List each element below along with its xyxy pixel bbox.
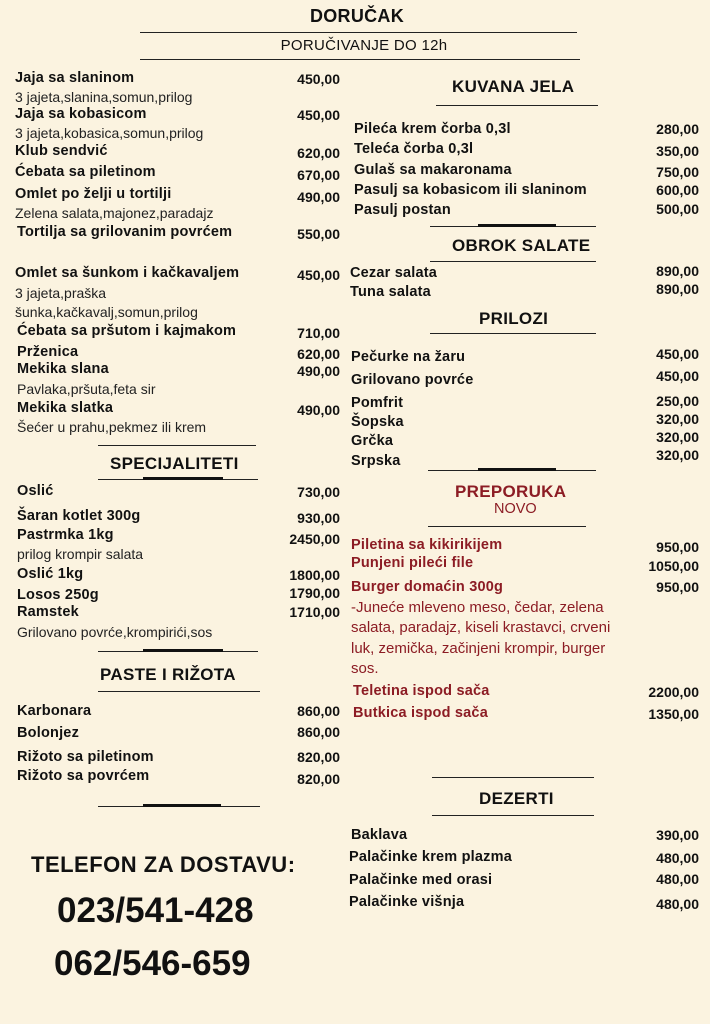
menu-item-name: Ramstek [17,604,79,620]
section-title-sides: PRILOZI [479,309,549,328]
menu-item-name: Šopska [351,414,404,430]
menu-item-name: Bolonjez [17,725,80,741]
menu-item-price: 1710,00 [289,604,340,620]
divider [436,105,598,106]
menu-item-name: Burger domaćin 300g [351,579,504,595]
menu-item-price: 450,00 [656,368,699,384]
menu-item-name: Ćebata sa pršutom i kajmakom [17,323,237,339]
menu-item-desc: šunka,kačkavalj,somun,prilog [15,304,198,320]
menu-item-price: 480,00 [656,896,699,912]
menu-item-price: 710,00 [297,325,340,341]
menu-item-price: 480,00 [656,850,699,866]
menu-item-desc: Šećer u prahu,pekmez ili krem [17,419,207,435]
menu-item-price: 1050,00 [648,558,699,574]
menu-item-price: 620,00 [297,145,340,161]
menu-item-price: 890,00 [656,281,699,297]
menu-item-name: Cezar salata [350,265,438,281]
menu-item-name: Tortilja sa grilovanim povrćem [17,224,233,240]
menu-item-price: 1350,00 [648,706,699,722]
menu-item-name: Pasulj sa kobasicom ili slaninom [354,182,587,198]
menu-item-price: 250,00 [656,393,699,409]
menu-item-name: Palačinke višnja [349,894,465,910]
menu-item-price: 320,00 [656,411,699,427]
menu-item-price: 450,00 [297,107,340,123]
phone-number-2: 062/546-659 [54,944,251,983]
menu-item-name: Oslić [17,483,54,499]
menu-item-name: Pileća krem čorba 0,3l [354,121,511,137]
menu-item-price: 860,00 [297,703,340,719]
menu-item-name: Piletina sa kikirikijem [351,537,503,553]
menu-item-desc: 3 jajeta,slanina,somun,prilog [15,89,193,105]
menu-item-name: Teletina ispod sača [353,683,490,699]
menu-item-desc: salata, paradajz, kiseli krastavci, crveni [351,619,611,636]
order-until-label: PORUČIVANJE DO 12h [280,37,448,54]
menu-item-name: Ćebata sa piletinom [15,164,156,180]
divider [430,226,596,227]
menu-item-name: Srpska [351,453,401,469]
divider [98,691,260,692]
menu-item-name: Grčka [351,433,394,449]
menu-item-name: Rižoto sa povrćem [17,768,150,784]
menu-item-name: Losos 250g [17,587,99,603]
menu-item-price: 490,00 [297,402,340,418]
menu-item-price: 490,00 [297,189,340,205]
divider [98,806,260,807]
menu-item-name: Rižoto sa piletinom [17,749,154,765]
menu-item-price: 950,00 [656,539,699,555]
menu-item-price: 950,00 [656,579,699,595]
divider [430,261,596,262]
menu-item-price: 890,00 [656,263,699,279]
menu-item-name: Butkica ispod sača [353,705,488,721]
menu-item-price: 450,00 [297,267,340,283]
divider [98,479,258,480]
divider [140,32,577,33]
menu-item-price: 750,00 [656,164,699,180]
menu-item-price: 2450,00 [289,531,340,547]
menu-item-desc: luk, zemička, začinjeni krompir, burger [351,640,606,657]
menu-item-price: 450,00 [656,346,699,362]
menu-item-price: 1790,00 [289,585,340,601]
menu-item-name: Klub sendvić [15,143,108,159]
menu-item-name: Palačinke med orasi [349,872,493,888]
menu-item-name: Šaran kotlet 300g [17,508,141,524]
menu-item-price: 600,00 [656,182,699,198]
menu-item-price: 450,00 [297,71,340,87]
menu-item-price: 480,00 [656,871,699,887]
menu-item-desc: -Juneće mleveno meso, čedar, zelena [351,599,604,616]
divider [140,59,580,60]
menu-item-name: Mekika slatka [17,400,114,416]
divider [428,470,596,471]
menu-item-name: Teleća čorba 0,3l [354,141,474,157]
menu-item-name: Pečurke na žaru [351,349,466,365]
menu-item-name: Baklava [351,827,408,843]
menu-item-name: Grilovano povrće [351,372,474,388]
menu-item-name: Karbonara [17,703,92,719]
menu-item-price: 860,00 [297,724,340,740]
menu-item-price: 1800,00 [289,567,340,583]
menu-item-name: Pastrmka 1kg [17,527,114,543]
menu-item-price: 350,00 [656,143,699,159]
menu-item-desc: Pavlaka,pršuta,feta sir [17,381,156,397]
section-title-recommend: PREPORUKA [455,482,567,501]
menu-item-price: 620,00 [297,346,340,362]
menu-item-name: Palačinke krem plazma [349,849,512,865]
section-title-pasta: PASTE I RIŽOTA [100,665,236,684]
menu-item-name: Jaja sa kobasicom [15,106,147,122]
divider [432,777,594,778]
delivery-label: TELEFON ZA DOSTAVU: [31,852,296,877]
menu-item-name: Gulaš sa makaronama [354,162,512,178]
menu-item-price: 930,00 [297,510,340,526]
menu-item-desc: Zelena salata,majonez,paradajz [15,205,214,221]
section-title-specialties: SPECIJALITETI [110,454,239,473]
menu-item-name: Mekika slana [17,361,109,377]
menu-item-desc: Grilovano povrće,krompirići,sos [17,624,213,640]
page-title: DORUČAK [309,6,405,26]
menu-item-name: Pasulj postan [354,202,451,218]
menu-item-name: Punjeni pileći file [351,555,474,571]
menu-item-price: 670,00 [297,167,340,183]
menu-item-price: 320,00 [656,447,699,463]
menu-item-name: Prženica [17,344,79,360]
menu-item-price: 390,00 [656,827,699,843]
menu-item-price: 280,00 [656,121,699,137]
section-title-desserts: DEZERTI [479,789,554,808]
section-title-salads: OBROK SALATE [452,236,591,255]
menu-item-name: Omlet sa šunkom i kačkavaljem [15,265,240,281]
menu-item-price: 500,00 [656,201,699,217]
divider [98,651,258,652]
phone-number-1: 023/541-428 [57,891,254,930]
menu-item-name: Oslić 1kg [17,566,84,582]
menu-item-price: 2200,00 [648,684,699,700]
new-label: NOVO [494,501,537,517]
menu-item-price: 820,00 [297,771,340,787]
menu-item-price: 820,00 [297,749,340,765]
section-title-cooked: KUVANA JELA [452,77,575,96]
menu-item-name: Pomfrit [351,395,404,411]
menu-item-price: 490,00 [297,363,340,379]
menu-item-price: 730,00 [297,484,340,500]
menu-item-name: Jaja sa slaninom [15,70,135,86]
divider [432,815,594,816]
menu-item-desc: sos. [351,660,379,677]
divider [430,333,596,334]
menu-item-desc: 3 jajeta,praška [15,285,107,301]
menu-item-desc: prilog krompir salata [17,546,144,562]
menu-item-price: 320,00 [656,429,699,445]
divider [98,445,256,446]
menu-item-name: Tuna salata [350,284,431,300]
menu-item-name: Omlet po želji u tortilji [15,186,172,202]
menu-item-price: 550,00 [297,226,340,242]
divider [428,526,586,527]
menu-item-desc: 3 jajeta,kobasica,somun,prilog [15,125,204,141]
